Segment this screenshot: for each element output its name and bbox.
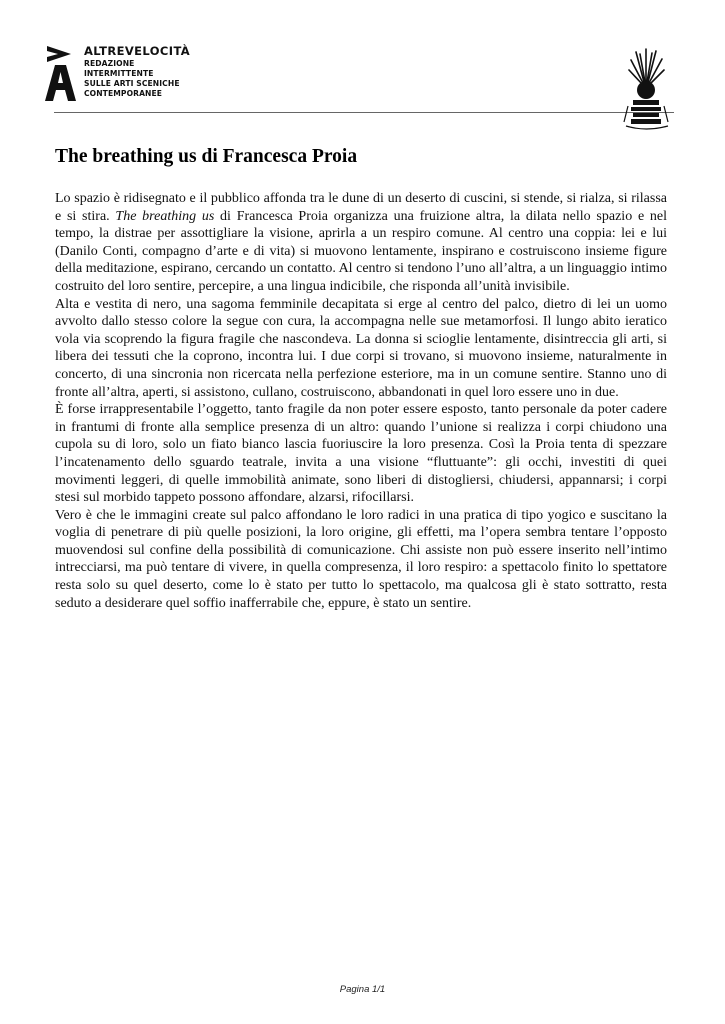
header-rule — [54, 112, 674, 113]
page-number: Pagina 1/1 — [339, 984, 386, 995]
paragraph-text: Lo spazio è ridisegnato e il pubblico affonda tra le dune di un deserto di cuscini, si stende, si rialza, si rilassa e si stira. — [55, 191, 667, 224]
work-title-italic: The breathing us — [115, 208, 215, 224]
altrevelocita-logo-icon — [44, 44, 78, 102]
article-paragraph: Vero è che le immagini create sul palco affondano le loro radici in una pratica di tipo yogico e suscitano la voglia di penetrare di più quelle posizioni, la loro origine, gli effetti, ma l’opera sembra tentare l’opposto muovendosi sul confine della possibilità di comunicazione. Chi assiste non può essere inserito nell’intimo intrecciarsi, ma può tentare di vivere, in quella compresenza, il loro respiro: a spettacolo finito lo spettatore resta solo su quel deserto, come lo è stato per tutto lo spettacolo, ma qualcosa gli è stato sottratto, resta seduto a desiderare quel soffio inafferrabile che, eppure, è stato un sentire. — [55, 507, 667, 611]
article-body — [55, 190, 667, 612]
logo-line: SULLE ARTI SCENICHE — [84, 79, 180, 88]
logo-line: INTERMITTENTE — [84, 69, 154, 78]
page-header — [0, 0, 725, 130]
article-title: The breathing us di Francesca Proia — [55, 146, 358, 167]
logo-line: REDAZIONE — [84, 59, 135, 68]
article-paragraph: È forse irrappresentabile l’oggetto, tanto fragile da non poter essere esposto, tanto personale da poter cadere in frantumi di fronte alla semplice presenza di un altro: quando l’unione si realizza i corpi chiudono una cupola su di loro, solo un fiato bianco lascia fuoriuscire la loro presenza. Così la Proia tenta di spezzare l’incatenamento dello sguardo teatrale, invita a una visione “fluttuante”: gli occhi, investiti di quei movimenti leggeri, di quelle immobilità animate, sono liberi di distogliersi, chiudersi, appannarsi; i corpi stesi sul morbido tappeto possono affondare, alzarsi, rifocillarsi. — [55, 402, 667, 506]
logo-name: ALTREVELOCITÀ — [84, 44, 191, 58]
article-paragraph — [55, 190, 667, 296]
article-paragraph: Alta e vestita di nero, una sagoma femminile decapitata si erge al centro del palco, dietro di lei un uomo avvolto dallo stesso colore la segue con cura, la accompagna nelle sue metamorfosi. Il lungo abito ieratico vola via scoprendo la figura fragile che nascondeva. La donna si scioglie lentamente, disintreccia gli arti, si libera dei tessuti che la coprono, incontra lui. I due corpi si trovano, si muovono insieme, naturalmente in concerto, di una sincronia non ricercata nella perfezione esteriore, ma in un comune sentire. Stanno uno di fronte all’altra, aperti, si assistono, cullano, costruiscono, abbandonati in quel loro essere uno in due. — [55, 296, 667, 400]
paragraph-text: di Francesca Proia organizza una fruizione altra, la dilata nello spazio e nel tempo, la distrae per assottigliare la visione, aprirla a un respiro comune. Al centro una coppia: lei e lui (Danilo Conti, compagno d’arte e di vita) si muovono lentamente, inspirano e costruiscono insieme figure della meditazione, espirano, cercando un contatto. Al centro si tendono l’uno all’altra, a un linguaggio intimo costruito del loro sentire, percepire, a una lingua indicibile, che risponda all’unità invisibile. — [55, 208, 668, 294]
logo-line: CONTEMPORANEE — [84, 89, 163, 98]
logo-wordmark — [84, 46, 190, 99]
reading-figure-illustration-icon — [616, 46, 676, 132]
